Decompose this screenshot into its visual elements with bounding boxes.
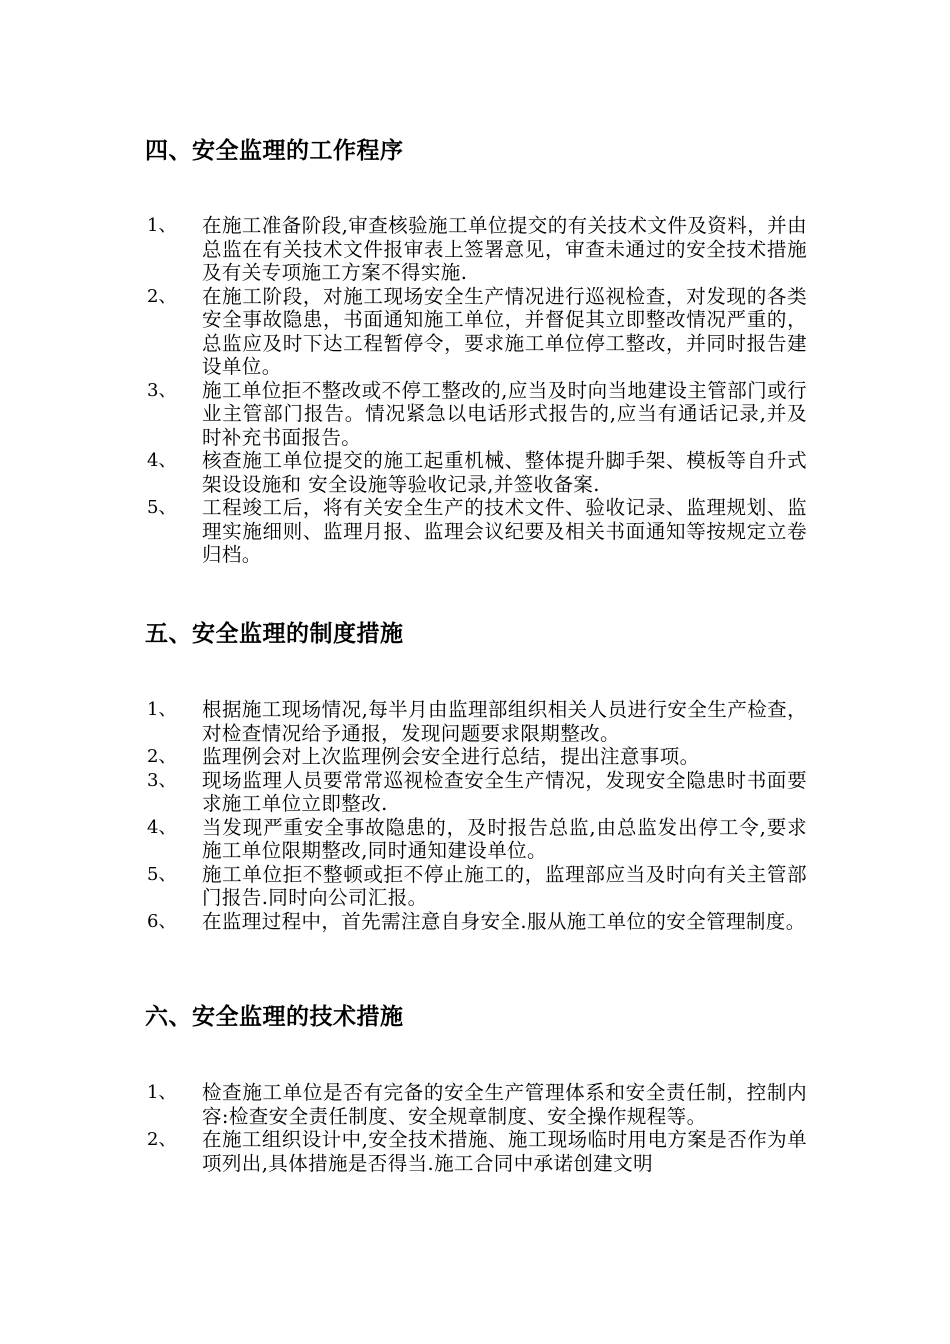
list-item xyxy=(0,745,950,769)
list-item xyxy=(0,1081,950,1128)
list-item xyxy=(0,769,950,816)
item-number: 6、 xyxy=(147,910,177,932)
item-text: 检查施工单位是否有完备的安全生产管理体系和安全责任制，控制内容:检查安全责任制度、安全规章制度、安全操作规程等。 xyxy=(202,1081,807,1128)
item-number: 2、 xyxy=(147,285,177,307)
item-number: 3、 xyxy=(147,769,177,791)
item-text: 在施工阶段，对施工现场安全生产情况进行巡视检查，对发现的各类安全事故隐患，书面通知施工单位，并督促其立即整改情况严重的，总监应及时下达工程暂停令，要求施工单位停工整改，并同时报告建设单位。 xyxy=(202,284,807,378)
list-item xyxy=(0,910,950,934)
section-heading: 六、安全监理的技术措施 xyxy=(145,1004,404,1030)
item-number: 2、 xyxy=(147,1129,177,1150)
item-list xyxy=(0,698,950,933)
list-item xyxy=(0,496,950,567)
item-text: 在监理过程中，首先需注意自身安全.服从施工单位的安全管理制度。 xyxy=(202,909,806,933)
item-number: 5、 xyxy=(147,863,177,885)
section-heading: 四、安全监理的工作程序 xyxy=(145,138,404,164)
item-text: 在施工组织设计中,安全技术措施、施工现场临时用电方案是否作为单项列出,具体措施是否得当.施工合同中承诺创建文明 xyxy=(202,1128,807,1175)
item-text: 现场监理人员要常常巡视检查安全生产情况，发现安全隐患时书面要求施工单位立即整改. xyxy=(202,768,807,815)
list-item xyxy=(0,379,950,450)
item-number: 3、 xyxy=(147,379,177,401)
item-text: 核查施工单位提交的施工起重机械、整体提升脚手架、模板等自升式架设设施和 安全设施等验收记录,并签收备案. xyxy=(202,449,807,496)
item-text: 根据施工现场情况,每半月由监理部组织相关人员进行安全生产检查，对检查情况给予通报，发现问题要求限期整改。 xyxy=(202,698,807,745)
item-text: 施工单位拒不整顿或拒不停止施工的，监理部应当及时向有关主管部门报告.同时向公司汇报。 xyxy=(202,862,807,909)
list-item xyxy=(0,816,950,863)
section-heading: 五、安全监理的制度措施 xyxy=(145,621,404,647)
item-text: 监理例会对上次监理例会安全进行总结，提出注意事项。 xyxy=(202,745,700,768)
list-item xyxy=(0,1128,950,1175)
list-item xyxy=(0,285,950,379)
item-text: 工程竣工后，将有关安全生产的技术文件、验收记录、监理规划、监理实施细则、监理月报、监理会议纪要及相关书面通知等按规定立卷归档。 xyxy=(202,496,807,566)
item-number: 1、 xyxy=(147,699,177,720)
list-item xyxy=(0,214,950,285)
item-number: 1、 xyxy=(147,1082,177,1103)
list-item xyxy=(0,863,950,910)
item-text: 在施工准备阶段,审查核验施工单位提交的有关技术文件及资料，并由总监在有关技术文件报审表上签署意见，审查未通过的安全技术措施及有关专项施工方案不得实施. xyxy=(202,214,807,284)
item-number: 5、 xyxy=(147,497,177,518)
item-number: 2、 xyxy=(147,746,177,767)
item-list xyxy=(0,1081,950,1175)
list-item xyxy=(0,698,950,745)
item-text: 施工单位拒不整改或不停工整改的,应当及时向当地建设主管部门或行业主管部门报告。情况紧急以电话形式报告的,应当有通话记录,并及时补充书面报告。 xyxy=(202,378,807,449)
item-text: 当发现严重安全事故隐患的，及时报告总监,由总监发出停工令,要求施工单位限期整改,同时通知建设单位。 xyxy=(202,815,807,862)
item-number: 4、 xyxy=(147,450,177,471)
list-item xyxy=(0,449,950,496)
item-list xyxy=(0,214,950,567)
item-number: 1、 xyxy=(147,215,177,236)
item-number: 4、 xyxy=(147,816,177,838)
